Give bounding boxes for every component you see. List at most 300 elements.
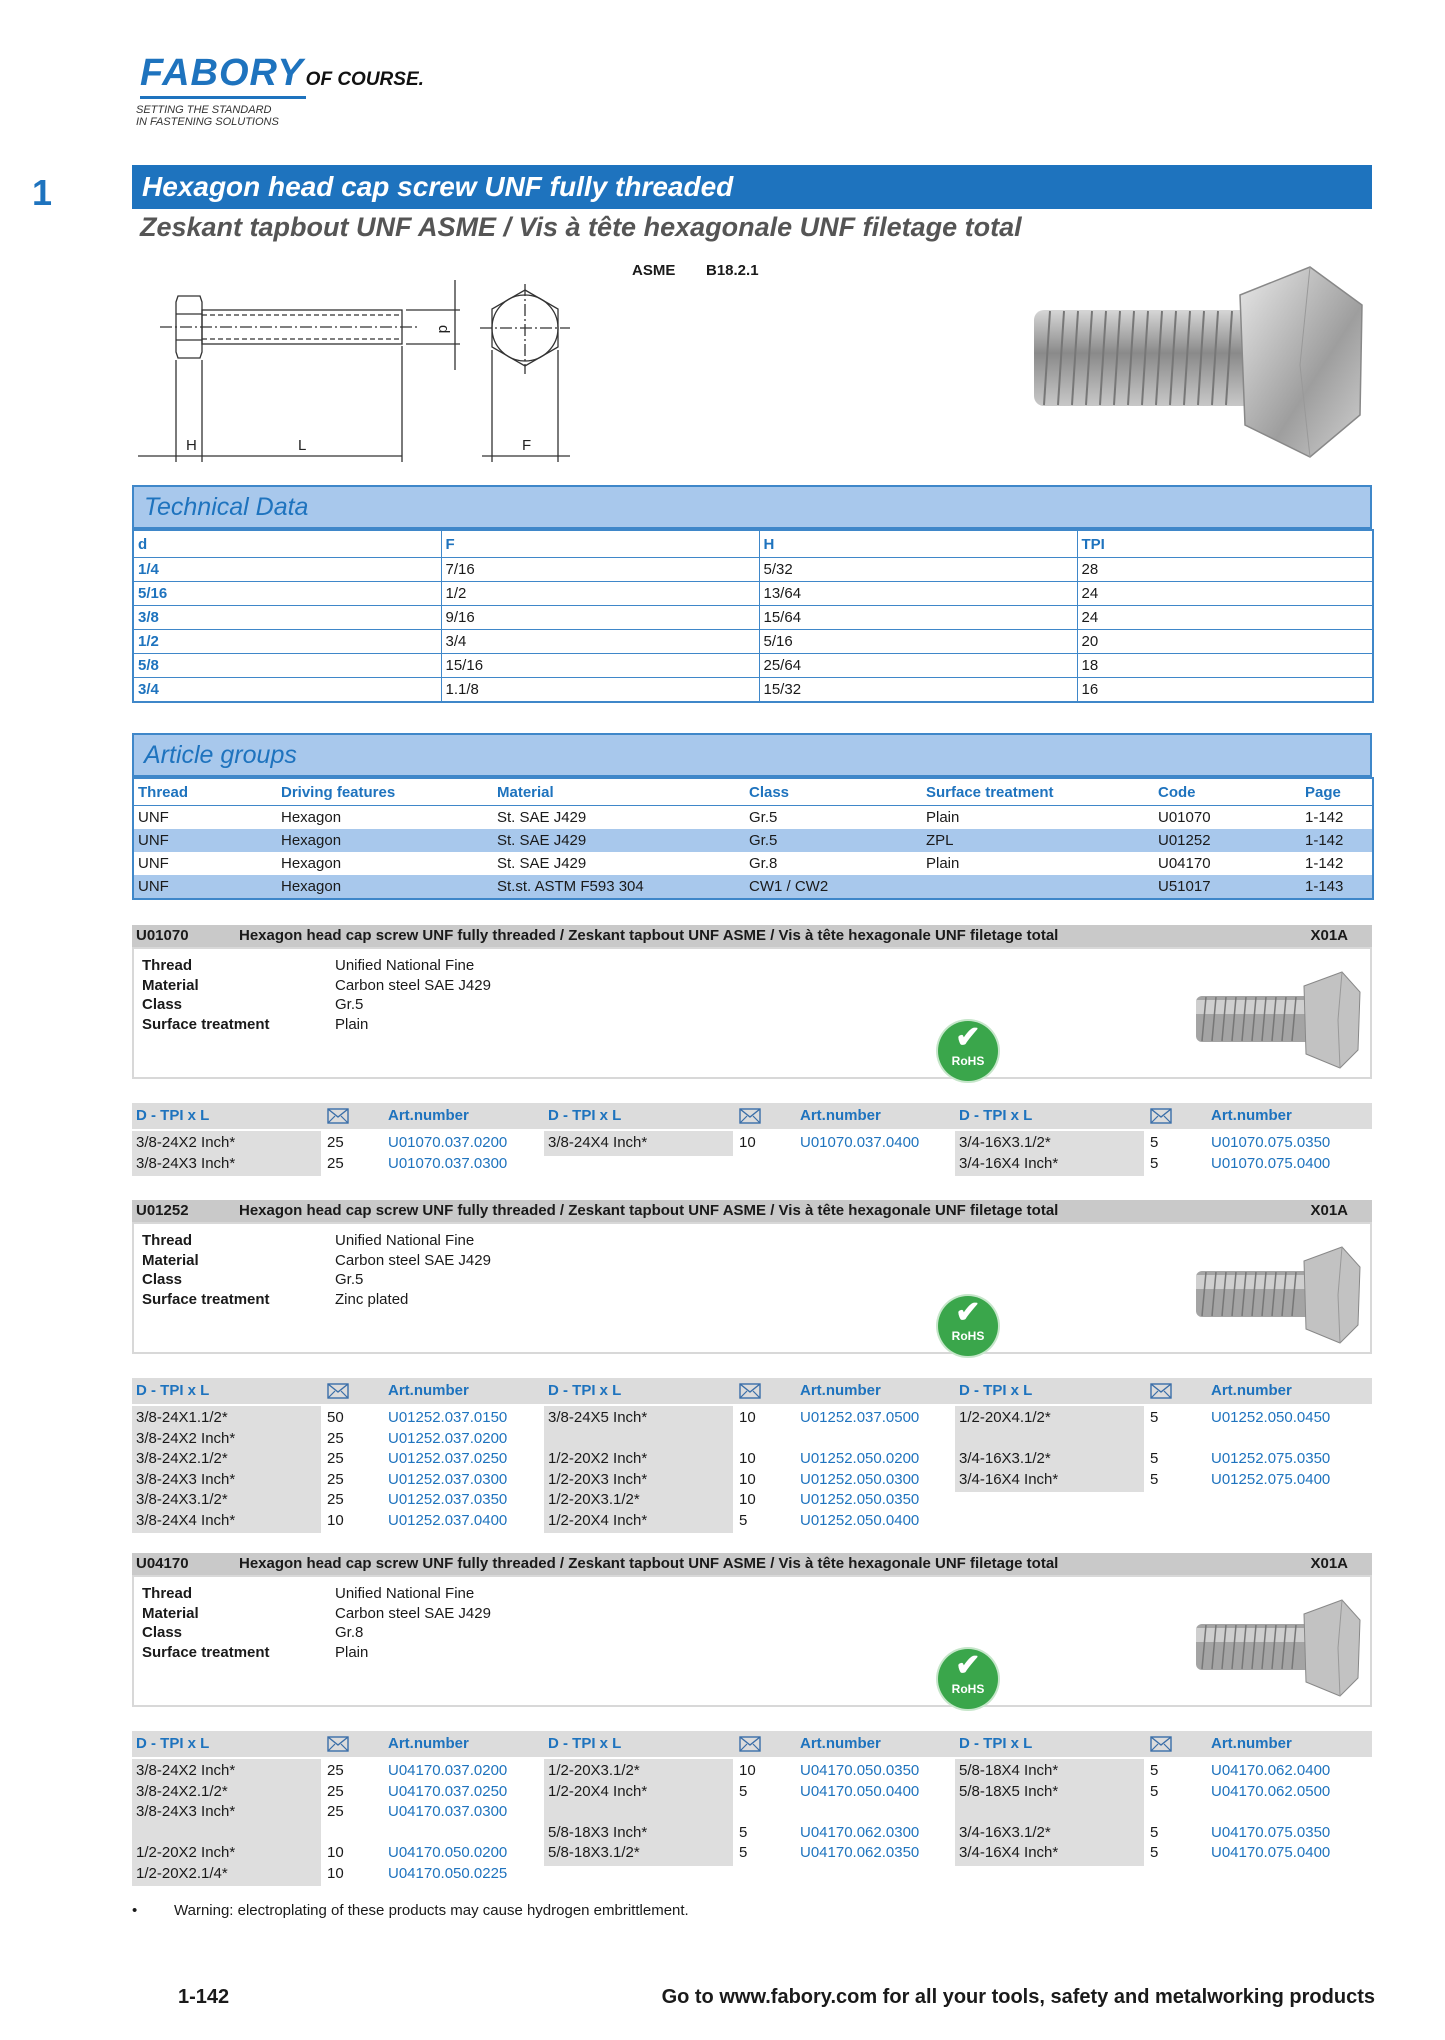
product-code: U01070 (136, 927, 189, 944)
size-cell: 3/4-16X4 Inch* (959, 1154, 1059, 1172)
col-header-art: Art.number (800, 1107, 881, 1124)
article-number-link[interactable]: U01252.037.0250 (388, 1450, 508, 1467)
size-cell: 3/8-24X1.1/2* (136, 1409, 228, 1426)
product-row[interactable] (544, 1843, 944, 1863)
rohs-label: RoHS (951, 1054, 985, 1068)
article-number-link[interactable]: U04170.050.0225 (388, 1864, 508, 1882)
product-table-header (132, 1103, 1372, 1129)
tagline-line-1: SETTING THE STANDARD (136, 104, 272, 116)
property-label-thread: Thread (142, 1232, 193, 1249)
tech-cell: 25/64 (759, 654, 1077, 678)
package-qty-icon (327, 1736, 349, 1752)
tech-col-header: d (133, 530, 441, 558)
article-number-link[interactable]: U04170.062.0500 (1211, 1782, 1331, 1800)
product-row[interactable] (132, 1470, 532, 1490)
qty-cell: 25 (327, 1470, 344, 1488)
article-cell (922, 875, 1154, 899)
article-number-link[interactable]: U01252.050.0300 (800, 1470, 920, 1488)
property-value-class: Gr.8 (335, 1624, 364, 1641)
article-number-link[interactable]: U04170.037.0200 (388, 1762, 508, 1779)
property-label-surface: Surface treatment (142, 1643, 270, 1661)
property-label-class: Class (142, 996, 183, 1013)
product-row[interactable] (544, 1823, 944, 1843)
article-col-header: Driving features (277, 778, 493, 806)
product-row[interactable] (132, 1408, 532, 1428)
size-cell: 1/2-20X4 Inch* (548, 1782, 648, 1800)
size-cell: 3/8-24X2.1/2* (136, 1782, 228, 1800)
qty-cell: 5 (739, 1823, 748, 1841)
article-cell: 1-142 (1305, 809, 1344, 826)
article-cell: St. SAE J429 (497, 855, 587, 872)
size-cell: 1/2-20X4.1/2* (959, 1409, 1051, 1426)
package-qty-icon (739, 1736, 761, 1752)
size-cell: 1/2-20X2 Inch* (548, 1450, 648, 1467)
product-row[interactable] (544, 1490, 944, 1510)
col-header-dim: D - TPI x L (548, 1382, 622, 1399)
qty-cell: 5 (739, 1511, 748, 1529)
property-label-material: Material (142, 1251, 199, 1269)
article-cell: 1-143 (1301, 875, 1373, 899)
property-value-thread: Unified National Fine (335, 957, 475, 974)
property-value-class: Gr.5 (335, 1271, 364, 1288)
bullet-icon: • (132, 1902, 138, 1919)
article-cell: U01070 (1158, 809, 1211, 826)
article-col-header: Material (493, 778, 745, 806)
article-number-link[interactable]: U04170.075.0350 (1211, 1823, 1331, 1841)
size-cell: 5/8-18X3 Inch* (548, 1823, 648, 1841)
article-cell: UNF (138, 809, 169, 826)
product-row[interactable] (544, 1449, 944, 1469)
product-table-header (132, 1731, 1372, 1757)
size-cell: 3/4-16X3.1/2* (959, 1823, 1051, 1841)
property-label-surface: Surface treatment (142, 1290, 270, 1308)
product-row[interactable] (544, 1408, 944, 1428)
size-cell: 3/8-24X3 Inch* (136, 1154, 236, 1172)
package-qty-icon (1150, 1108, 1172, 1124)
size-cell: 3/8-24X5 Inch* (548, 1409, 648, 1426)
article-col-header: Class (745, 778, 922, 806)
article-cell: UNF (133, 829, 277, 852)
technical-drawing (130, 270, 570, 470)
article-number-link[interactable]: U01070.075.0350 (1211, 1134, 1331, 1151)
product-description: Hexagon head cap screw UNF fully threaded / Zeskant tapbout UNF ASME / Vis à tête hexagonale UNF filetage total (239, 1202, 1059, 1219)
property-value-thread: Unified National Fine (335, 1232, 475, 1249)
col-header-dim: D - TPI x L (959, 1382, 1033, 1399)
size-cell: 3/4-16X3.1/2* (959, 1134, 1051, 1151)
brand-suffix: OF COURSE. (305, 69, 424, 90)
package-qty-icon (1150, 1383, 1172, 1399)
rohs-label: RoHS (951, 1682, 985, 1696)
product-row[interactable] (955, 1782, 1355, 1802)
rohs-label: RoHS (951, 1329, 985, 1343)
qty-cell: 25 (327, 1762, 344, 1779)
tech-cell: 5/32 (759, 558, 1077, 582)
product-thumbnail (1192, 970, 1362, 1070)
footer-text: Go to www.fabory.com for all your tools, safety and metalworking products (661, 1986, 1375, 2008)
tech-cell: 5/16 (759, 630, 1077, 654)
article-cell: CW1 / CW2 (745, 875, 922, 899)
property-value-material: Carbon steel SAE J429 (335, 1251, 491, 1269)
product-properties (142, 956, 562, 1036)
article-number-link[interactable]: U04170.050.0400 (800, 1782, 920, 1800)
tech-cell: 9/16 (441, 606, 759, 630)
col-header-dim: D - TPI x L (548, 1107, 622, 1124)
tech-cell: 5/8 (133, 654, 441, 678)
article-cell: Hexagon (281, 855, 342, 872)
qty-cell: 25 (327, 1429, 344, 1447)
product-properties (142, 1231, 562, 1311)
product-code: U01252 (136, 1202, 189, 1219)
product-row[interactable] (955, 1470, 1355, 1490)
product-row[interactable] (132, 1133, 532, 1153)
article-cell: Plain (926, 809, 960, 826)
size-cell: 3/8-24X4 Inch* (136, 1511, 236, 1529)
technical-data-table (132, 529, 1374, 703)
chapter-number: 1 (32, 172, 53, 213)
article-number-link[interactable]: U01252.075.0350 (1211, 1450, 1331, 1467)
page-subtitle: Zeskant tapbout UNF ASME / Vis à tête hexagonale UNF filetage total (140, 212, 1022, 242)
article-cell: Hexagon (277, 875, 493, 899)
tech-cell: 1/2 (441, 582, 759, 606)
article-cell: UNF (138, 855, 169, 872)
article-cell: Gr.5 (749, 809, 778, 826)
article-cell: 1-142 (1301, 829, 1373, 852)
article-header-row (133, 778, 1373, 806)
property-label-material: Material (142, 1604, 199, 1622)
qty-cell: 25 (327, 1782, 344, 1800)
tech-cell: 1/4 (133, 558, 441, 582)
rohs-badge (938, 1296, 998, 1356)
qty-cell: 10 (327, 1864, 344, 1882)
qty-cell: 25 (327, 1491, 344, 1508)
article-cell: St. SAE J429 (497, 809, 587, 826)
tech-cell: 3/8 (133, 606, 441, 630)
tech-cell: 18 (1077, 654, 1373, 678)
tech-cell: 1.1/8 (441, 678, 759, 703)
qty-cell: 10 (739, 1491, 756, 1508)
article-groups-table (132, 777, 1374, 900)
article-number-link[interactable]: U04170.037.0250 (388, 1782, 508, 1800)
product-table-header (132, 1378, 1372, 1404)
article-cell: U01252 (1154, 829, 1301, 852)
col-header-dim: D - TPI x L (959, 1735, 1033, 1752)
col-header-art: Art.number (388, 1382, 469, 1399)
article-number-link[interactable]: U01070.037.0400 (800, 1134, 920, 1151)
col-header-art: Art.number (1211, 1735, 1292, 1752)
size-cell: 3/8-24X4 Inch* (548, 1134, 648, 1151)
qty-cell: 5 (739, 1782, 748, 1800)
product-group-code: X01A (1310, 1555, 1348, 1572)
article-col-header: Code (1154, 778, 1301, 806)
article-number-link[interactable]: U01252.037.0500 (800, 1409, 920, 1426)
package-qty-icon (327, 1383, 349, 1399)
product-row[interactable] (132, 1429, 532, 1449)
tech-cell: 15/64 (759, 606, 1077, 630)
size-cell: 5/8-18X5 Inch* (959, 1782, 1059, 1800)
rohs-badge (938, 1021, 998, 1081)
article-number-link[interactable]: U01070.037.0200 (388, 1134, 508, 1151)
product-row[interactable] (544, 1782, 944, 1802)
qty-cell: 25 (327, 1154, 344, 1172)
product-row[interactable] (955, 1761, 1355, 1781)
product-header-bar (132, 1553, 1372, 1575)
property-value-surface: Zinc plated (335, 1290, 409, 1308)
article-number-link[interactable]: U01252.050.0200 (800, 1450, 920, 1467)
qty-cell: 25 (327, 1803, 344, 1820)
article-cell: ZPL (922, 829, 1154, 852)
product-row[interactable] (132, 1761, 532, 1781)
product-row[interactable] (132, 1782, 532, 1802)
col-header-art: Art.number (388, 1107, 469, 1124)
qty-cell: 10 (739, 1409, 756, 1426)
property-label-material: Material (142, 976, 199, 994)
size-cell: 3/8-24X2 Inch* (136, 1429, 236, 1447)
dim-label-h: H (186, 437, 197, 454)
qty-cell: 5 (1150, 1154, 1159, 1172)
article-number-link[interactable]: U01252.050.0450 (1211, 1409, 1331, 1426)
brand-logo (136, 52, 424, 128)
product-group-code: X01A (1310, 927, 1348, 944)
property-value-surface: Plain (335, 1643, 369, 1661)
property-label-thread: Thread (142, 957, 193, 974)
article-cell: Plain (926, 855, 960, 872)
product-thumbnail (1192, 1245, 1362, 1345)
size-cell: 5/8-18X3.1/2* (548, 1844, 640, 1861)
col-header-art: Art.number (1211, 1107, 1292, 1124)
checkmark-icon: ✔ (955, 1649, 981, 1682)
article-cell: Gr.5 (745, 829, 922, 852)
article-col-header: Page (1301, 778, 1373, 806)
article-cell: Hexagon (281, 809, 342, 826)
product-row[interactable] (132, 1864, 532, 1884)
size-cell: 5/8-18X4 Inch* (959, 1762, 1059, 1779)
tech-cell: 3/4 (441, 630, 759, 654)
qty-cell: 10 (327, 1844, 344, 1861)
property-value-material: Carbon steel SAE J429 (335, 1604, 491, 1622)
qty-cell: 5 (1150, 1782, 1159, 1800)
standard-value: B18.2.1 (706, 262, 759, 279)
size-cell: 1/2-20X3.1/2* (548, 1762, 640, 1779)
product-code: U04170 (136, 1555, 189, 1572)
article-number-link[interactable]: U04170.050.0350 (800, 1762, 920, 1779)
tech-row (133, 654, 1373, 678)
article-cell: Gr.8 (749, 855, 778, 872)
product-row[interactable] (132, 1802, 532, 1822)
property-value-material: Carbon steel SAE J429 (335, 976, 491, 994)
qty-cell: 5 (1150, 1409, 1159, 1426)
product-row[interactable] (955, 1133, 1355, 1153)
property-label-class: Class (142, 1271, 183, 1288)
article-number-link[interactable]: U01252.050.0400 (800, 1511, 920, 1529)
size-cell: 3/8-24X2 Inch* (136, 1134, 236, 1151)
col-header-art: Art.number (800, 1382, 881, 1399)
article-number-link[interactable]: U04170.050.0200 (388, 1844, 508, 1861)
dim-label-l: L (298, 437, 307, 454)
tech-cell: 28 (1077, 558, 1373, 582)
article-number-link[interactable]: U01252.075.0400 (1211, 1470, 1331, 1488)
article-number-link[interactable]: U01252.037.0200 (388, 1429, 508, 1447)
product-row[interactable] (544, 1761, 944, 1781)
tech-cell: 15/32 (759, 678, 1077, 703)
size-cell: 3/8-24X3 Inch* (136, 1803, 236, 1820)
qty-cell: 25 (327, 1450, 344, 1467)
product-description: Hexagon head cap screw UNF fully threaded / Zeskant tapbout UNF ASME / Vis à tête hexagonale UNF filetage total (239, 1555, 1059, 1572)
tech-row (133, 606, 1373, 630)
tech-cell: 3/4 (133, 678, 441, 703)
product-row[interactable] (132, 1511, 532, 1531)
property-value-thread: Unified National Fine (335, 1585, 475, 1602)
article-number-link[interactable]: U01252.050.0350 (800, 1491, 920, 1508)
tech-row (133, 582, 1373, 606)
article-row[interactable] (133, 852, 1373, 875)
article-row[interactable] (133, 875, 1373, 899)
size-cell: 3/4-16X4 Inch* (959, 1844, 1059, 1861)
tech-cell: 16 (1077, 678, 1373, 703)
dim-label-f: F (522, 437, 532, 454)
product-header-bar (132, 1200, 1372, 1222)
qty-cell: 5 (1150, 1470, 1159, 1488)
qty-cell: 5 (739, 1844, 748, 1861)
size-cell: 3/4-16X4 Inch* (959, 1470, 1059, 1488)
property-label-thread: Thread (142, 1585, 193, 1602)
product-row[interactable] (132, 1490, 532, 1510)
property-value-class: Gr.5 (335, 996, 364, 1013)
package-qty-icon (327, 1108, 349, 1124)
qty-cell: 5 (1150, 1844, 1159, 1861)
col-header-dim: D - TPI x L (136, 1382, 210, 1399)
qty-cell: 5 (1150, 1134, 1159, 1151)
col-header-dim: D - TPI x L (959, 1107, 1033, 1124)
size-cell: 1/2-20X3 Inch* (548, 1470, 648, 1488)
size-cell: 3/8-24X2.1/2* (136, 1450, 228, 1467)
tech-row (133, 678, 1373, 703)
qty-cell: 5 (1150, 1823, 1159, 1841)
article-number-link[interactable]: U01252.037.0150 (388, 1409, 508, 1426)
checkmark-icon: ✔ (955, 1021, 981, 1054)
product-group-code: X01A (1310, 1202, 1348, 1219)
col-header-dim: D - TPI x L (136, 1107, 210, 1124)
qty-cell: 25 (327, 1134, 344, 1151)
product-row[interactable] (955, 1449, 1355, 1469)
tech-row (133, 558, 1373, 582)
qty-cell: 5 (1150, 1762, 1159, 1779)
article-cell: 1-142 (1305, 855, 1344, 872)
col-header-art: Art.number (388, 1735, 469, 1752)
brand-name: FABORY (140, 52, 304, 94)
package-qty-icon (739, 1383, 761, 1399)
product-row[interactable] (132, 1843, 532, 1863)
rohs-badge (938, 1649, 998, 1709)
product-row[interactable] (544, 1470, 944, 1490)
article-number-link[interactable]: U04170.062.0350 (800, 1844, 920, 1861)
qty-cell: 10 (739, 1470, 756, 1488)
tech-col-header: F (441, 530, 759, 558)
dim-label-d: d (435, 325, 452, 334)
product-row[interactable] (544, 1133, 944, 1153)
package-qty-icon (1150, 1736, 1172, 1752)
size-cell: 3/4-16X3.1/2* (959, 1450, 1051, 1467)
technical-data-heading: Technical Data (132, 485, 1372, 529)
article-number-link[interactable]: U01252.037.0300 (388, 1470, 508, 1488)
tech-cell: 20 (1077, 630, 1373, 654)
tech-cell: 24 (1077, 606, 1373, 630)
qty-cell: 5 (1150, 1450, 1159, 1467)
brand-tagline (136, 104, 396, 128)
product-photo (1030, 265, 1365, 460)
size-cell: 1/2-20X2.1/4* (136, 1864, 228, 1882)
product-row[interactable] (544, 1511, 944, 1531)
product-row[interactable] (955, 1823, 1355, 1843)
product-row[interactable] (955, 1408, 1355, 1428)
standard-label: ASME (632, 262, 676, 279)
product-row[interactable] (955, 1154, 1355, 1174)
article-number-link[interactable]: U01252.037.0400 (388, 1511, 508, 1529)
article-number-link[interactable]: U01070.037.0300 (388, 1154, 508, 1172)
size-cell: 1/2-20X3.1/2* (548, 1491, 640, 1508)
tech-header-row (133, 530, 1373, 558)
tagline-line-2: IN FASTENING SOLUTIONS (136, 116, 279, 128)
product-row[interactable] (132, 1154, 532, 1174)
article-cell: UNF (133, 875, 277, 899)
size-cell: 3/8-24X3 Inch* (136, 1470, 236, 1488)
property-label-surface: Surface treatment (142, 1015, 270, 1033)
size-cell: 1/2-20X2 Inch* (136, 1844, 236, 1861)
article-row[interactable] (133, 806, 1373, 830)
article-row[interactable] (133, 829, 1373, 852)
warning-text: Warning: electroplating of these products may cause hydrogen embrittlement. (174, 1902, 689, 1919)
property-label-class: Class (142, 1624, 183, 1641)
article-number-link[interactable]: U01070.075.0400 (1211, 1154, 1331, 1172)
qty-cell: 10 (739, 1762, 756, 1779)
tech-cell: 1/2 (133, 630, 441, 654)
product-description: Hexagon head cap screw UNF fully threaded / Zeskant tapbout UNF ASME / Vis à tête hexagonale UNF filetage total (239, 927, 1059, 944)
col-header-art: Art.number (1211, 1382, 1292, 1399)
tech-cell: 24 (1077, 582, 1373, 606)
article-cell: St.st. ASTM F593 304 (493, 875, 745, 899)
checkmark-icon: ✔ (955, 1296, 981, 1329)
qty-cell: 10 (739, 1134, 756, 1151)
article-groups-heading: Article groups (132, 733, 1372, 777)
size-cell: 3/8-24X3.1/2* (136, 1491, 228, 1508)
product-properties (142, 1584, 562, 1664)
article-number-link[interactable]: U01252.037.0350 (388, 1491, 508, 1508)
tech-col-header: H (759, 530, 1077, 558)
size-cell: 1/2-20X4 Inch* (548, 1511, 648, 1529)
size-cell: 3/8-24X2 Inch* (136, 1762, 236, 1779)
product-thumbnail (1192, 1598, 1362, 1698)
property-value-surface: Plain (335, 1015, 369, 1033)
article-cell: St. SAE J429 (493, 829, 745, 852)
product-row[interactable] (132, 1449, 532, 1469)
article-number-link[interactable]: U04170.075.0400 (1211, 1844, 1331, 1861)
article-col-header: Surface treatment (922, 778, 1154, 806)
product-row[interactable] (955, 1843, 1355, 1863)
qty-cell: 10 (327, 1511, 344, 1529)
article-cell: U51017 (1154, 875, 1301, 899)
tech-cell: 13/64 (759, 582, 1077, 606)
article-number-link[interactable]: U04170.037.0300 (388, 1803, 508, 1820)
product-header-bar (132, 925, 1372, 947)
tech-cell: 5/16 (133, 582, 441, 606)
package-qty-icon (739, 1108, 761, 1124)
warning-note (132, 1902, 689, 1919)
article-number-link[interactable]: U04170.062.0300 (800, 1823, 920, 1841)
article-cell: U04170 (1158, 855, 1211, 872)
article-number-link[interactable]: U04170.062.0400 (1211, 1762, 1331, 1779)
col-header-dim: D - TPI x L (136, 1735, 210, 1752)
qty-cell: 50 (327, 1409, 344, 1426)
page-title: Hexagon head cap screw UNF fully threaded (132, 165, 1372, 209)
